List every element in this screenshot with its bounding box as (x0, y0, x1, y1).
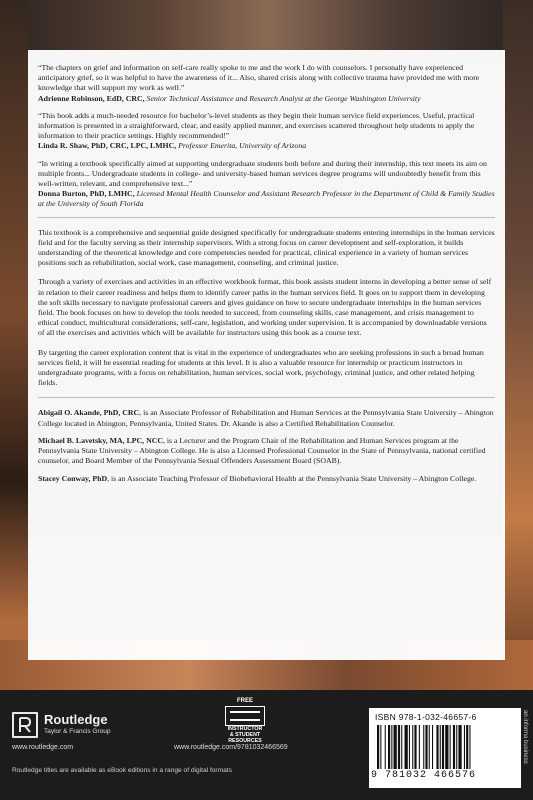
author-name: Abigail O. Akande, PhD, CRC (38, 408, 140, 418)
barcode-bar (436, 725, 438, 769)
quote-text: “This book adds a much-needed resource for bachelor’s-level students as they begin their human service field experiences. Useful, practical information is presented in a straightforward, clear, and easily applied manner, and exercises scattered throughout help students to apply the information to their practice settings. Highly recommended!” (38, 110, 475, 141)
divider (38, 397, 495, 398)
barcode-bar (440, 725, 441, 769)
barcode-bar (456, 725, 457, 769)
description-paragraph-1: This textbook is a comprehensive and sequential guide designed specifically for undergraduate students entering internships in the human services field and for the faculty serving as their internship supervisors. With a strong focus on career development and self-exploration, it builds understanding of the theoretical knowledge and core competencies needed for practical, clinical experience in a variety of human services positions such as rehabilitation, social work, case management, counseling, and criminal justice. (38, 227, 495, 268)
author-bio-3 (38, 474, 495, 484)
barcode-number: 9 781032 466576 (371, 770, 477, 781)
barcode-bar (442, 725, 444, 769)
barcode-bar (458, 725, 461, 769)
review-quote-2 (38, 111, 495, 152)
barcode-bar (388, 725, 390, 769)
description-paragraph-2: Through a variety of exercises and activities in an effective workbook format, this book assists student interns in developing a better sense of self in relation to their career readiness and helps them to identify career paths in the human services field. It goes on to support them in developing the soft skills necessary to navigate professional careers and gives guidance on how to secure undergraduate internships in the human services field. The book focuses on how to develop the tools needed to succeed, from counseling skills, case management, and crisis management to ethical conduct, multicultural considerations, self-care, legislation, and working under supervision. It is accompanied by downloadable versions of all the exercises and activities which will be available for instructors using this book as a course text. (38, 277, 492, 338)
barcode-bar (425, 725, 427, 769)
barcode-bar (405, 725, 408, 769)
ebook-note: Routledge titles are available as eBook editions in a range of digital formats (12, 767, 232, 774)
author-name: Michael B. Lavetsky, MA, LPC, NCC (38, 435, 163, 445)
resources-badge-icon (216, 698, 274, 744)
barcode-bar (414, 725, 416, 769)
routledge-logo-icon (12, 712, 38, 738)
reviewer-role: Licensed Mental Health Counselor and Assistant Research Professor in the Department of Child & Family Studies at the University of South Florida (38, 189, 495, 209)
barcode-bar (391, 725, 392, 769)
publisher-name: Routledge (44, 712, 108, 727)
barcode-bar (380, 725, 381, 769)
publisher-url: www.routledge.com (12, 744, 74, 751)
publisher-subtitle: Taylor & Francis Group (44, 728, 111, 735)
description-paragraph-3: By targeting the career exploration content that is vital in the experience of undergraduates who are seeking professions in such a broad human services field, it will be essential reading for students at this level. It is also a valuable resource for internship or practicum instructors in undergraduate programs, with a focus on rehabilitation, human services, social work, psychology, criminal justice, and other related helping fields. (38, 347, 484, 388)
author-bio-2 (38, 436, 495, 467)
author-bio-1 (38, 408, 495, 428)
barcode-bar (412, 725, 413, 769)
reviewer-name: Linda R. Shaw, PhD, CRC, LPC, LMHC, (38, 141, 177, 151)
quote-attribution (38, 189, 495, 209)
review-quote-3 (38, 159, 495, 210)
quote-attribution (38, 141, 495, 151)
quote-attribution (38, 94, 495, 104)
barcode-bar (398, 725, 400, 769)
badge-line-2: & STUDENT (229, 732, 261, 738)
badge-box (225, 706, 265, 726)
barcode-bar (419, 725, 420, 769)
barcode-bar (469, 725, 470, 769)
review-quote-1 (38, 63, 495, 104)
badge-line-1: INSTRUCTOR (227, 726, 263, 732)
barcode-bar (466, 725, 468, 769)
barcode-bar (432, 725, 433, 769)
barcode-bar (409, 725, 410, 769)
barcode-bar (450, 725, 451, 769)
badge-line-3: RESOURCES (228, 738, 262, 744)
divider (38, 217, 495, 218)
book-url: www.routledge.com/9781032466569 (174, 744, 288, 751)
quote-text: “In writing a textbook specifically aimed at supporting undergraduate students both before and during their internship, this text meets its aim on multiple fronts... Undergraduate students in college- and university-based human services degree programs will undoubtedly benefit from this well-written, relevant, and comprehensive text...” (38, 158, 487, 189)
informa-text: an informa business (522, 710, 528, 764)
back-cover-text-panel (28, 50, 505, 660)
background-photo-top (0, 0, 533, 50)
barcode-bar (464, 725, 465, 769)
publisher-footer (0, 690, 533, 800)
barcode-bar (423, 725, 424, 769)
side-text (522, 710, 532, 780)
author-bio-text: , is an Associate Teaching Professor of Biobehavioral Health at the Pennsylvania State University – Abington College. (107, 473, 477, 483)
background-photo-left (0, 0, 28, 690)
barcode-bar (385, 725, 386, 769)
quote-text: “The chapters on grief and information on self-care really spoke to me and the work I do with counselors. I personally have experienced anticipatory grief, so it was helpful to have the awareness of it... Also, shared crisis along with collective trauma have provided me with more knowledge that will support my work as well.” (38, 63, 480, 93)
reviewer-role: Senior Technical Assistance and Research Analyst at the George Washington University (146, 93, 421, 103)
author-bio-text: , is an Associate Professor of Rehabilitation and Human Services at the Pennsylvania State University – Abington College located in Abington, Pennsylvania, United States. Dr. Akande is also a Certified Rehabilitation Counselor. (38, 408, 494, 428)
reviewer-name: Adrienne Robinson, EdD, CRC, (38, 93, 145, 103)
barcode-bar (401, 725, 402, 769)
barcode (375, 725, 511, 769)
barcode-bar (394, 725, 397, 769)
badge-free-label: FREE (236, 698, 253, 704)
reviewer-name: Donna Burton, PhD, LMHC, (38, 189, 135, 199)
author-name: Stacey Conway, PhD (38, 473, 108, 483)
reviewer-role: Professor Emerita, University of Arizona (178, 141, 307, 151)
background-photo-right (503, 0, 533, 690)
isbn-barcode (369, 708, 521, 788)
barcode-bar (429, 725, 430, 769)
author-bio-text: , is a Lecturer and the Program Chair of the Rehabilitation and Human Services program at the Pennsylvania State University – Abington College. He is also a Licensed Professional Counselor in the State of Pennsylvania, national certified counselor, and Board Member of the Pennsylvania Sexual Offenders Assessment Board (SOAB). (38, 435, 486, 466)
barcode-bar (377, 725, 379, 769)
barcode-bar (445, 725, 448, 769)
barcode-bar (453, 725, 455, 769)
isbn-text: ISBN 978-1-032-46657-6 (375, 712, 477, 722)
